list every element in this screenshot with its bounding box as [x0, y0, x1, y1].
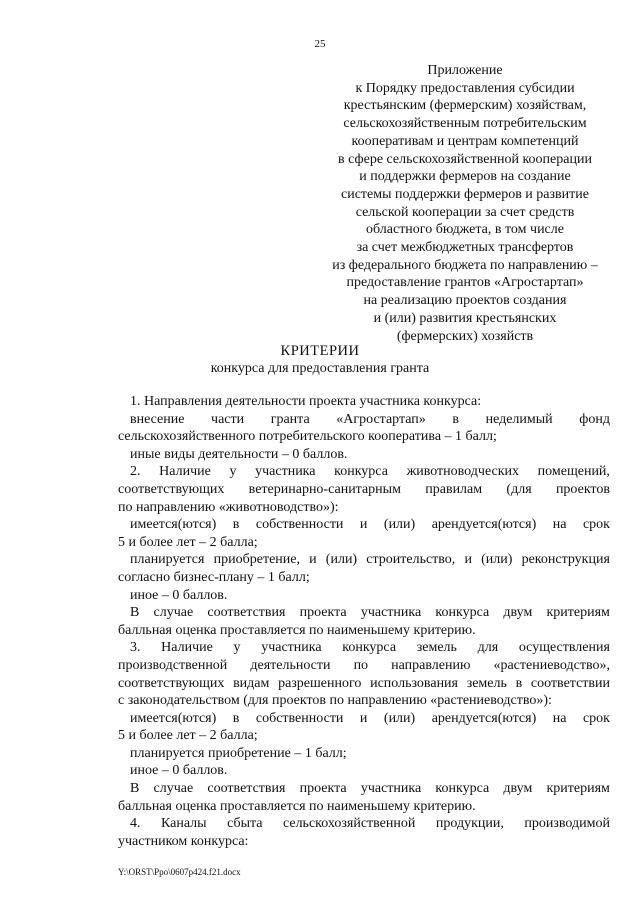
word: соответствующих [118, 481, 225, 497]
word: в [232, 517, 240, 533]
word: разрешенного [278, 675, 362, 691]
word: конкурса [435, 781, 490, 797]
word: деятельности [250, 657, 331, 673]
appendix-line: кооперативам и центрам компетенций [351, 133, 579, 149]
word: на [552, 517, 567, 533]
word: собственности [255, 710, 344, 726]
word: участника [255, 464, 316, 480]
word: помещений, [537, 464, 610, 480]
word: приобретение, [213, 552, 300, 568]
word: Наличие [161, 640, 213, 656]
word: критериям [546, 781, 610, 797]
document-subtitle: конкурса для предоставления гранта [210, 361, 430, 376]
word: 4. [130, 816, 141, 832]
appendix-line: Приложение [427, 63, 503, 78]
appendix-line: за счет межбюджетных трансфертов [356, 240, 574, 256]
word: планируется [130, 552, 205, 568]
body-line [118, 551, 610, 569]
word: фонд [579, 411, 610, 427]
appendix-line: из федерального бюджета по направлению – [332, 257, 598, 273]
word: срок [582, 710, 610, 726]
word: двум [503, 781, 533, 797]
word: (или) [325, 552, 358, 568]
body-line: по направлению «животноводство»): [118, 499, 339, 515]
appendix-line: системы поддержки фермеров и развитие [341, 186, 589, 202]
word: участника [261, 640, 322, 656]
word: случае [153, 781, 194, 797]
word: на [552, 710, 567, 726]
body-line: 1. Направления деятельности проекта участника конкурса: [130, 394, 482, 409]
word: участника [360, 605, 422, 621]
word: неделимый [485, 411, 553, 427]
body-line [118, 815, 610, 833]
word: срок [582, 517, 610, 533]
word: и [359, 517, 368, 533]
word: у [229, 464, 237, 480]
body-line [118, 481, 610, 499]
appendix-line: сельской кооперации за счет средств [355, 204, 575, 220]
word: Каналы [160, 816, 207, 832]
word: В [130, 605, 140, 621]
body-line: иное – 0 баллов. [130, 587, 228, 603]
word: соответствия [207, 781, 286, 797]
word: сельскохозяйственной [282, 816, 416, 832]
word: в [515, 675, 523, 691]
word: соответствия [207, 605, 286, 621]
word: правилам [425, 481, 483, 497]
appendix-line: на реализацию проектов создания [363, 293, 567, 309]
word: 2. [130, 464, 141, 480]
appendix-line: (фермерских) хозяйств [396, 328, 534, 344]
title-block [0, 342, 640, 378]
page-number: 25 [314, 38, 326, 50]
word: животноводческих [406, 464, 520, 480]
word: продукции, [435, 816, 504, 832]
word: имеется(ются) [130, 517, 217, 533]
word: строительство, [366, 552, 456, 568]
appendix-line: и (или) развития крестьянских [373, 310, 557, 326]
word: соответствии [530, 675, 610, 691]
appendix-line: и поддержки фермеров на создание [359, 169, 571, 185]
word: арендуется(ются) [431, 517, 537, 533]
body-line: сельскохозяйственного потребительского кооператива – 1 балл; [118, 429, 497, 445]
body-line: с законодательством (для проектов по направлению «растениеводство»): [118, 693, 552, 709]
word: имеется(ются) [130, 710, 217, 726]
word: «растениеводство», [493, 657, 610, 673]
word: и [309, 552, 317, 568]
body-line: согласно бизнес-плану – 1 балл; [118, 569, 310, 585]
appendix-line: крестьянским (фермерским) хозяйствам, [343, 98, 587, 114]
body-line [118, 604, 610, 622]
word: земель [466, 675, 507, 691]
body-line: планируется приобретение – 1 балл; [130, 745, 347, 761]
word: собственности [255, 517, 344, 533]
word: конкурса [435, 605, 490, 621]
body-line: иные виды деятельности – 0 баллов. [130, 446, 348, 462]
word: производимой [524, 816, 610, 832]
word: видам [233, 675, 270, 691]
body-line [118, 463, 610, 481]
appendix-line: в сфере сельскохозяйственной кооперации [338, 151, 592, 167]
word: у [233, 640, 241, 656]
word: критериям [546, 605, 610, 621]
word: в [452, 411, 459, 427]
body-line [118, 675, 610, 693]
word: по [353, 657, 369, 673]
word: производственной [118, 657, 228, 673]
word: (для [506, 481, 532, 497]
word: двум [503, 605, 533, 621]
body-line [118, 516, 610, 534]
body-line: 5 и более лет – 2 балла; [118, 728, 258, 744]
word: «Агростартап» [336, 411, 426, 427]
word: сбыта [227, 816, 263, 832]
word: В [130, 781, 140, 797]
word: проектов [555, 481, 610, 497]
body-line: балльная оценка проставляется по наименьшему критерию. [118, 798, 476, 814]
criteria-body [118, 393, 610, 850]
word: Наличие [159, 464, 211, 480]
body-line: иное – 0 баллов. [130, 763, 228, 779]
word: реконструкция [521, 552, 610, 568]
word: внесение [130, 411, 185, 427]
word: проекта [299, 781, 347, 797]
word: (или) [481, 552, 513, 568]
body-line [118, 780, 610, 798]
word: конкурса [342, 640, 397, 656]
word: участника [360, 781, 422, 797]
word: гранта [270, 411, 310, 427]
body-line: участником конкурса: [118, 833, 249, 849]
word: для [477, 640, 499, 656]
appendix-line: областного бюджета, в том числе [366, 222, 564, 238]
word: и [464, 552, 472, 568]
word: (или) [383, 710, 416, 726]
word: осуществления [518, 640, 610, 656]
word: ветеринарно-санитарным [248, 481, 401, 497]
word: соответствующих [118, 675, 225, 691]
body-line: балльная оценка проставляется по наименьшему критерию. [118, 622, 476, 638]
word: использования [370, 675, 458, 691]
body-line [118, 657, 610, 675]
body-line [118, 639, 610, 657]
word: части [211, 411, 245, 427]
document-title: КРИТЕРИИ [280, 343, 360, 359]
word: (или) [383, 517, 416, 533]
word: направлению [391, 657, 471, 673]
body-line [118, 411, 610, 429]
word: случае [153, 605, 194, 621]
appendix-header [320, 62, 610, 345]
word: в [232, 710, 240, 726]
body-line: 5 и более лет – 2 балла; [118, 534, 258, 550]
file-path-footer: Y:\ORST\Ppo\0607p424.f21.docx [118, 867, 241, 877]
word: 3. [130, 640, 141, 656]
appendix-line: предоставление грантов «Агростартап» [346, 275, 584, 291]
word: и [359, 710, 368, 726]
word: конкурса [334, 464, 388, 480]
body-line [118, 710, 610, 728]
word: проекта [299, 605, 347, 621]
word: арендуется(ются) [431, 710, 537, 726]
appendix-line: сельскохозяйственным потребительским [343, 116, 587, 132]
word: земель [416, 640, 457, 656]
appendix-line: к Порядку предоставления субсидии [355, 80, 575, 96]
